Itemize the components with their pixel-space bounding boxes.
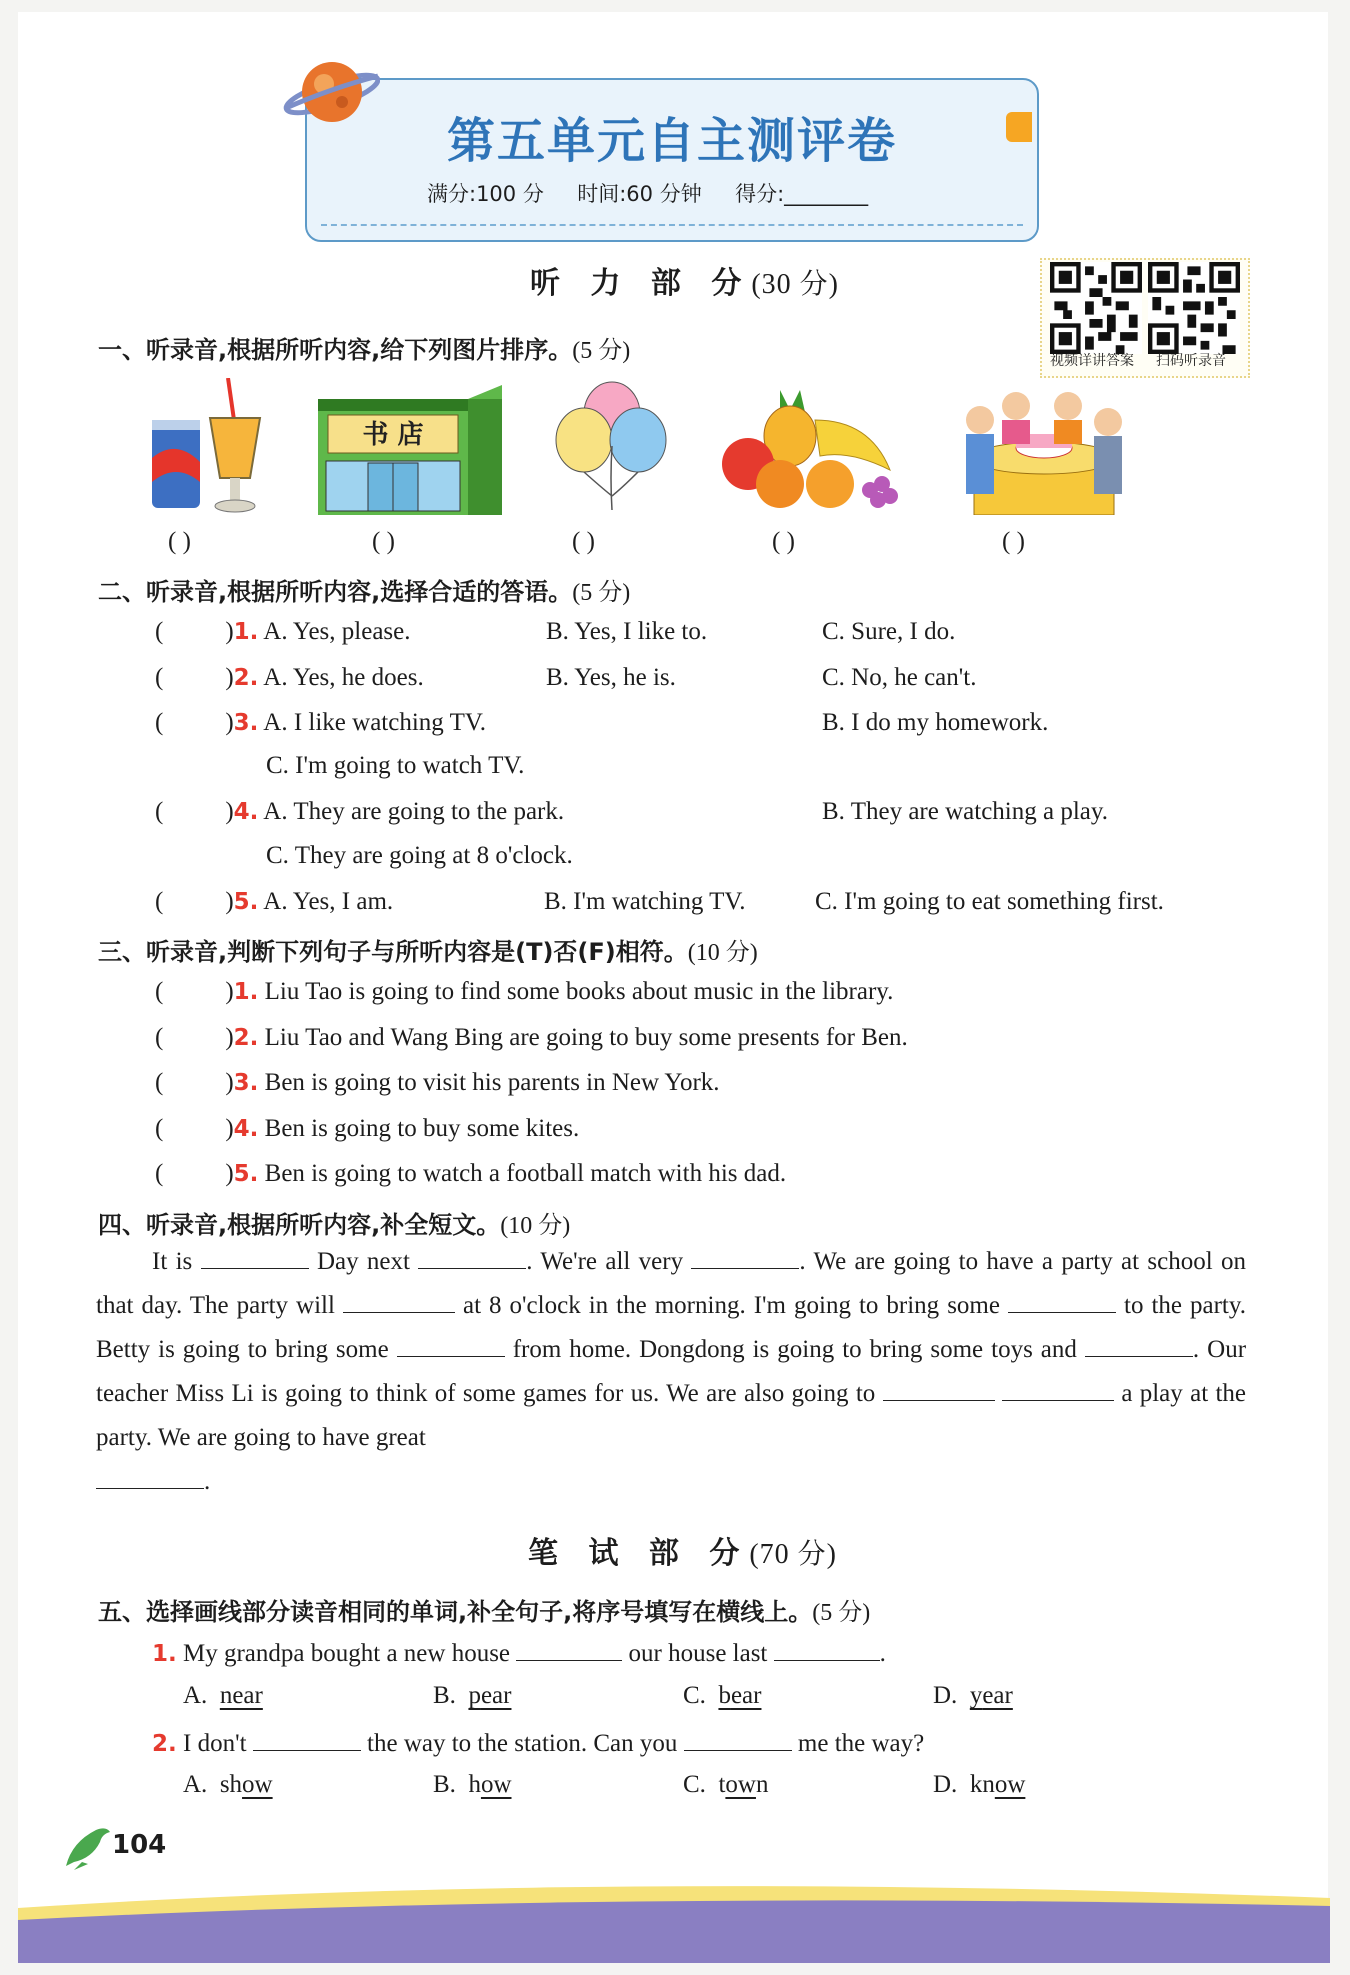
blank-9[interactable] [1002,1378,1114,1401]
option-b: B. Yes, I like to. [546,618,708,645]
cloze-passage [96,1240,1246,1504]
option-a: A. Yes, he does. [263,664,424,691]
listening-points: (30 分) [751,269,839,300]
blank-2[interactable] [418,1246,526,1269]
q5-heading-text: 五、选择画线部分读音相同的单词,补全句子,将序号填写在横线上。 [98,1598,813,1626]
passage-text: Day next [316,1248,410,1275]
q2-item-number: 5. [233,889,259,915]
q3-item-number: 1. [233,979,259,1005]
dolphin-icon [62,1822,112,1870]
statement-text: Ben is going to visit his parents in New York. [264,1069,720,1096]
qr-code-audio-icon[interactable] [1148,262,1240,354]
word-part: sh [219,1771,243,1798]
option-a: A. Yes, I am. [263,888,394,915]
answer-paren-1[interactable]: ( ) [168,528,191,555]
option-letter: B. [433,1682,456,1709]
q2-item-2: ( )2. A. Yes, he does. [155,664,424,691]
passage-text: to the party. Betty is going to bring some [96,1292,1247,1363]
answer-paren-4[interactable]: ( ) [772,528,795,555]
passage-text: a play at the party. We are going to have great [96,1380,1247,1451]
q3-item-4: ( )4. Ben is going to buy some kites. [155,1115,580,1142]
header-tab [1006,112,1032,142]
blank[interactable] [684,1728,792,1751]
full-marks: 满分:100 分 [427,182,544,206]
time-limit: 时间:60 分钟 [577,182,702,206]
blank[interactable] [516,1638,622,1661]
qr-video-caption: 视频详讲答案 [1050,353,1134,369]
sentence-text: . [879,1640,886,1667]
q5-item-2 [152,1728,924,1758]
q1-heading-text: 一、听录音,根据所听内容,给下列图片排序。 [98,336,573,364]
page-title: 第五单元自主测评卷 [446,113,897,169]
option-letter: A. [183,1771,208,1798]
q2-item-3: ( )3. A. I like watching TV. [155,709,486,736]
answer-paren-2[interactable]: ( ) [372,528,395,555]
q5-1-option-d [933,1682,1013,1710]
word-part: y [969,1682,983,1709]
q2-item-number: 2. [233,665,259,691]
passage-text: at 8 o'clock in the morning. I'm going to bring some [462,1292,1000,1319]
qr-code-video-icon[interactable] [1050,262,1142,354]
q5-1-option-a [183,1682,263,1710]
q1-heading [98,330,630,365]
q2-item-number: 4. [233,799,259,825]
q5-2-option-d [933,1771,1025,1799]
passage-text: . Our teacher Miss Li is going to think of some games for us. We are also going to [96,1336,1247,1407]
q3-item-number: 4. [233,1116,259,1142]
written-section-title [528,1528,837,1572]
q1-points: (5 分) [572,338,631,364]
option-c: C. No, he can't. [822,664,977,691]
underlined-part: near [219,1682,263,1709]
q2-item-4: ( )4. A. They are going to the park. [155,798,565,825]
balloons-icon [552,378,674,513]
word-part: t [718,1771,726,1798]
underlined-word [970,1682,1013,1709]
q5-heading [98,1592,870,1627]
option-letter: A. [183,1682,208,1709]
bookshop-icon [318,385,502,515]
option-b: B. Yes, he is. [546,664,676,691]
header-divider [321,224,1023,226]
underlined-part: ow [994,1771,1026,1798]
option-letter: D. [933,1771,958,1798]
q2-heading-text: 二、听录音,根据所听内容,选择合适的答语。 [98,578,573,606]
q5-1-option-c [683,1682,761,1710]
word-part: h [468,1771,481,1798]
written-points: (70 分) [749,1539,837,1570]
q5-2-option-b [433,1771,512,1799]
q2-points: (5 分) [572,580,631,606]
q3-heading [98,932,758,967]
blank-8[interactable] [883,1378,995,1401]
blank-4[interactable] [343,1290,455,1313]
header-panel [305,78,1039,242]
q4-heading [98,1205,570,1240]
score-field: 得分:________ [735,182,869,206]
q2-item-5: ( )5. A. Yes, I am. [155,888,394,915]
sentence-text: our house last [628,1640,768,1667]
q5-item-number: 1. [152,1641,177,1667]
q2-item-number: 1. [233,619,259,645]
underlined-part: ear [480,1682,512,1709]
option-a: A. I like watching TV. [263,709,486,736]
option-c: C. I'm going to eat something first. [815,888,1164,915]
q5-2-option-c [683,1771,768,1799]
answer-paren-5[interactable]: ( ) [1002,528,1025,555]
word-part: kn [969,1771,995,1798]
word-part: p [468,1682,481,1709]
drinks-icon [150,378,265,516]
footer-wave [0,1880,1350,1975]
underlined-part: ow [242,1771,273,1798]
fruits-icon [720,380,905,512]
passage-text: . We are going to have a party at school on that day. The party will [96,1248,1247,1319]
header-info [427,178,868,208]
q5-item-1 [152,1638,886,1668]
underlined-word [468,1682,511,1709]
option-b: B. They are watching a play. [822,798,1109,825]
q3-item-5: ( )5. Ben is going to watch a football match with his dad. [155,1160,787,1187]
q2-item-1: ( )1. A. Yes, please. [155,618,411,645]
q3-item-2: ( )2. Liu Tao and Wang Bing are going to buy some presents for Ben. [155,1024,908,1051]
sentence-text: the way to the station. Can you [367,1730,678,1757]
blank-6[interactable] [397,1334,505,1357]
q5-2-option-a [183,1771,273,1799]
word-part: n [755,1771,769,1798]
answer-paren-3[interactable]: ( ) [572,528,595,555]
q5-points: (5 分) [812,1600,871,1626]
option-a: A. Yes, please. [263,618,411,645]
q3-item-number: 2. [233,1025,259,1051]
underlined-part: ow [480,1771,512,1798]
party-icon [958,382,1130,515]
sentence-text: My grandpa bought a new house [183,1640,511,1667]
q3-item-1: ( )1. Liu Tao is going to find some books about music in the library. [155,978,894,1005]
statement-text: Ben is going to watch a football match with his dad. [264,1160,787,1187]
option-c: C. Sure, I do. [822,618,956,645]
underlined-word [718,1682,761,1709]
underlined-part: ear [982,1682,1013,1709]
option-letter: B. [433,1771,456,1798]
written-title-text: 笔 试 部 分 [528,1536,750,1571]
blank-7[interactable] [1085,1334,1193,1357]
sentence-text: I don't [183,1730,247,1757]
underlined-part: ow [725,1771,756,1798]
q5-item-number: 2. [152,1731,177,1757]
statement-text: Liu Tao is going to find some books about music in the library. [264,978,894,1005]
q5-1-option-b [433,1682,511,1710]
passage-text: . We're all very [526,1248,684,1275]
q2-heading [98,572,630,607]
passage-text: . [204,1468,211,1495]
q4-points: (10 分) [500,1213,571,1239]
sentence-text: me the way? [797,1730,925,1757]
q3-points: (10 分) [687,940,758,966]
option-b: B. I'm watching TV. [544,888,746,915]
statement-text: Liu Tao and Wang Bing are going to buy some presents for Ben. [264,1024,908,1051]
option-letter: C. [683,1682,706,1709]
statement-text: Ben is going to buy some kites. [264,1115,580,1142]
option-a: A. They are going to the park. [263,798,565,825]
blank-1[interactable] [201,1246,309,1269]
option-c: C. They are going at 8 o'clock. [266,842,573,869]
q3-item-3: ( )3. Ben is going to visit his parents in New York. [155,1069,720,1096]
option-c: C. I'm going to watch TV. [266,752,525,779]
blank[interactable] [253,1728,361,1751]
option-b: B. I do my homework. [822,709,1049,736]
underlined-part: ear [730,1682,762,1709]
q3-item-number: 3. [233,1070,259,1096]
qr-audio-caption: 扫码听录音 [1156,353,1226,369]
q3-item-number: 5. [233,1161,259,1187]
planet-icon [280,52,380,132]
word-part: b [718,1682,731,1709]
blank[interactable] [774,1638,880,1661]
q2-item-number: 3. [233,710,259,736]
passage-text: from home. Dongdong is going to bring some toys and [512,1336,1077,1363]
blank-10[interactable] [96,1466,204,1489]
blank-5[interactable] [1008,1290,1116,1313]
q4-heading-text: 四、听录音,根据所听内容,补全短文。 [98,1211,501,1239]
listening-section-title [530,258,839,302]
page-number: 104 [112,1830,167,1860]
q3-heading-text: 三、听录音,判断下列句子与所听内容是(T)否(F)相符。 [98,938,688,966]
listening-title-text: 听 力 部 分 [530,266,752,301]
shop-sign-text: 书 店 [362,420,424,450]
option-letter: C. [683,1771,706,1798]
option-letter: D. [933,1682,958,1709]
blank-3[interactable] [691,1246,799,1269]
passage-text: It is [152,1248,193,1275]
